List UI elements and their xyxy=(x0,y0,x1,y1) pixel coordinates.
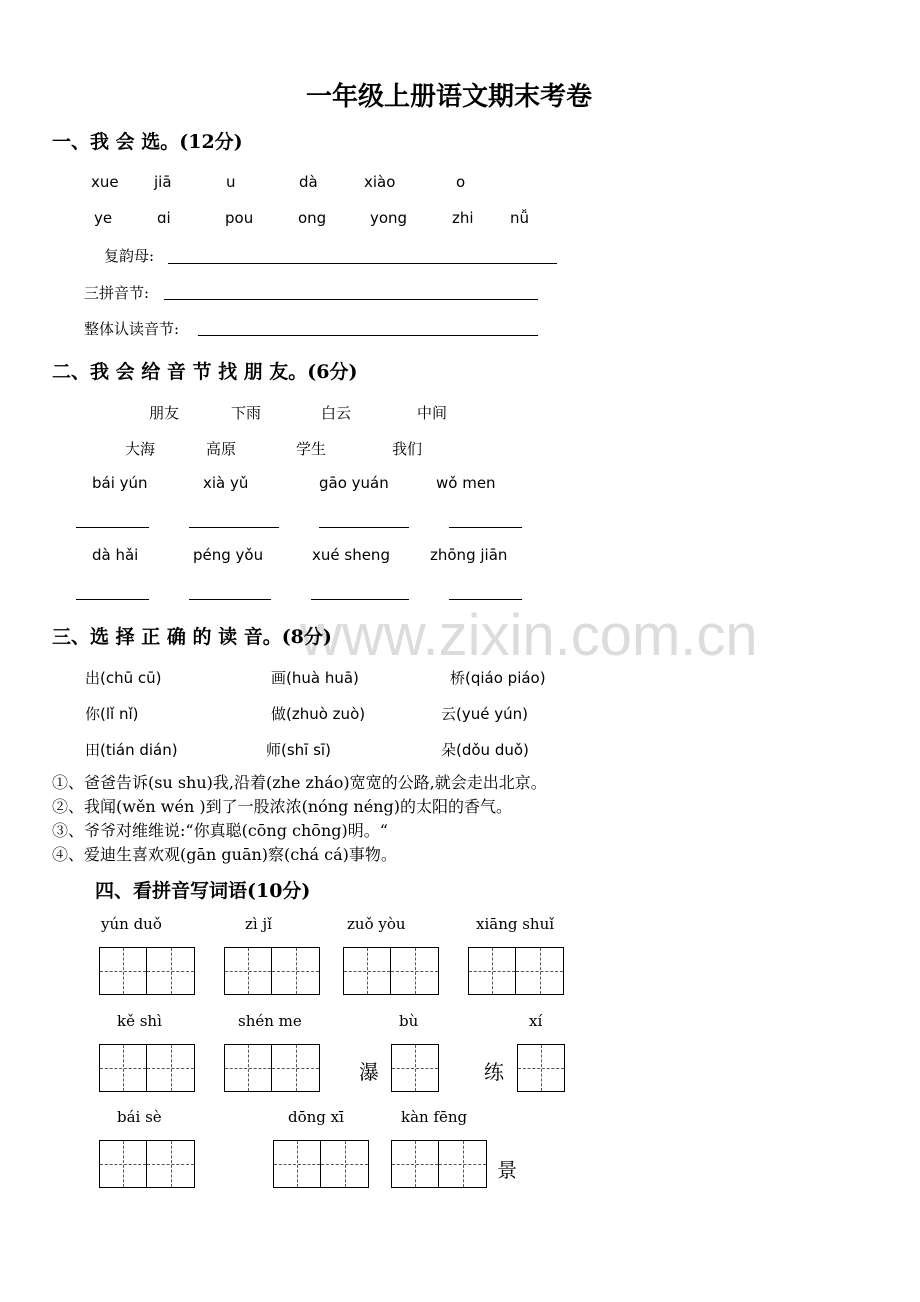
pinyin-item: xià yǔ xyxy=(203,474,249,492)
writing-box[interactable] xyxy=(273,1140,321,1188)
writing-box[interactable] xyxy=(272,947,320,995)
pinyin-item: zhi xyxy=(452,209,474,227)
pinyin-item: xí xyxy=(529,1012,543,1030)
page-title: 一年级上册语文期末考卷 xyxy=(306,82,593,112)
choice-item: 画(huà huā) xyxy=(271,669,359,687)
section-1-heading: 一、我 会 选。(12分) xyxy=(52,131,243,153)
answer-line[interactable] xyxy=(449,599,522,600)
pinyin-item: yún duǒ xyxy=(101,915,162,933)
given-character: 瀑 xyxy=(359,1060,379,1084)
choice-item: 桥(qiáo piáo) xyxy=(450,669,546,687)
pinyin-item: nǚ xyxy=(510,209,530,227)
pinyin-item: shén me xyxy=(238,1012,302,1030)
choice-item: 师(shī sī) xyxy=(266,741,331,759)
choice-item: 做(zhuò zuò) xyxy=(271,705,366,723)
pinyin-item: dà hǎi xyxy=(92,546,139,564)
given-character: 景 xyxy=(497,1158,517,1182)
pinyin-item: wǒ men xyxy=(436,474,496,492)
word-item: 白云 xyxy=(321,404,352,422)
label-three-part-syllables: 三拼音节: xyxy=(84,284,150,302)
sentence: ②、我闻(wěn wén )到了一股浓浓(nóng néng)的太阳的香气。 xyxy=(52,797,512,816)
pinyin-item: dōng xī xyxy=(288,1108,344,1126)
sentence: ③、爷爷对维维说:“你真聪(cōng chōng)明。“ xyxy=(52,821,388,840)
pinyin-item: xiào xyxy=(364,173,396,191)
pinyin-item: yong xyxy=(370,209,408,227)
answer-line[interactable] xyxy=(76,599,149,600)
answer-line[interactable] xyxy=(168,263,557,264)
writing-box[interactable] xyxy=(517,1044,565,1092)
writing-box[interactable] xyxy=(321,1140,369,1188)
choice-item: 云(yué yún) xyxy=(441,705,528,723)
pinyin-item: u xyxy=(226,173,236,191)
given-character: 练 xyxy=(484,1060,504,1084)
answer-line[interactable] xyxy=(449,527,522,528)
pinyin-item: xiāng shuǐ xyxy=(476,915,555,933)
section-4-heading: 四、看拼音写词语(10分) xyxy=(95,880,311,902)
choice-item: 朵(dǒu duǒ) xyxy=(441,741,529,759)
pinyin-item: bái yún xyxy=(92,474,148,492)
pinyin-item: zì jǐ xyxy=(245,915,272,933)
section-3-heading: 三、选 择 正 确 的 读 音。(8分) xyxy=(52,626,332,648)
answer-line[interactable] xyxy=(198,335,538,336)
pinyin-item: kàn fēng xyxy=(401,1108,468,1126)
pinyin-item: o xyxy=(456,173,466,191)
sentence: ①、爸爸告诉(su shu)我,沿着(zhe zháo)宽宽的公路,就会走出北京。 xyxy=(52,773,547,792)
writing-box[interactable] xyxy=(99,1044,147,1092)
watermark: www.zixin.com.cn xyxy=(300,603,758,668)
pinyin-item: xue xyxy=(91,173,119,191)
writing-box[interactable] xyxy=(99,947,147,995)
word-item: 高原 xyxy=(206,440,237,458)
answer-line[interactable] xyxy=(164,299,538,300)
answer-line[interactable] xyxy=(319,527,409,528)
choice-item: 出(chū cū) xyxy=(85,669,162,687)
writing-box[interactable] xyxy=(343,947,391,995)
writing-box[interactable] xyxy=(224,947,272,995)
writing-box[interactable] xyxy=(272,1044,320,1092)
word-item: 中间 xyxy=(417,404,448,422)
pinyin-item: dà xyxy=(299,173,318,191)
writing-box[interactable] xyxy=(439,1140,487,1188)
answer-line[interactable] xyxy=(311,599,409,600)
word-item: 大海 xyxy=(125,440,156,458)
word-item: 朋友 xyxy=(149,404,180,422)
writing-box[interactable] xyxy=(147,1140,195,1188)
sentence: ④、爱迪生喜欢观(gān guān)察(chá cá)事物。 xyxy=(52,845,397,864)
writing-box[interactable] xyxy=(391,947,439,995)
writing-box[interactable] xyxy=(391,1140,439,1188)
pinyin-item: ong xyxy=(298,209,327,227)
pinyin-item: ɑi xyxy=(157,209,171,227)
label-compound-finals: 复韵母: xyxy=(104,247,155,265)
writing-box[interactable] xyxy=(147,1044,195,1092)
pinyin-item: jiā xyxy=(154,173,172,191)
pinyin-item: bái sè xyxy=(117,1108,162,1126)
pinyin-item: zuǒ yòu xyxy=(347,915,406,933)
label-whole-syllables: 整体认读音节: xyxy=(84,320,180,338)
pinyin-item: kě shì xyxy=(117,1012,162,1030)
writing-box[interactable] xyxy=(516,947,564,995)
pinyin-item: bù xyxy=(399,1012,419,1030)
pinyin-item: xué sheng xyxy=(312,546,390,564)
choice-item: 你(lǐ nǐ) xyxy=(85,705,139,723)
choice-item: 田(tián dián) xyxy=(85,741,178,759)
section-2-heading: 二、我 会 给 音 节 找 朋 友。(6分) xyxy=(52,361,358,383)
word-item: 我们 xyxy=(392,440,423,458)
answer-line[interactable] xyxy=(189,527,279,528)
word-item: 学生 xyxy=(296,440,327,458)
pinyin-item: zhōng jiān xyxy=(430,546,508,564)
writing-box[interactable] xyxy=(147,947,195,995)
writing-box[interactable] xyxy=(468,947,516,995)
pinyin-item: gāo yuán xyxy=(319,474,389,492)
pinyin-item: péng yǒu xyxy=(193,546,264,564)
answer-line[interactable] xyxy=(189,599,271,600)
answer-line[interactable] xyxy=(76,527,149,528)
pinyin-item: ye xyxy=(94,209,113,227)
pinyin-item: pou xyxy=(225,209,254,227)
writing-box[interactable] xyxy=(391,1044,439,1092)
writing-box[interactable] xyxy=(99,1140,147,1188)
word-item: 下雨 xyxy=(231,404,262,422)
writing-box[interactable] xyxy=(224,1044,272,1092)
